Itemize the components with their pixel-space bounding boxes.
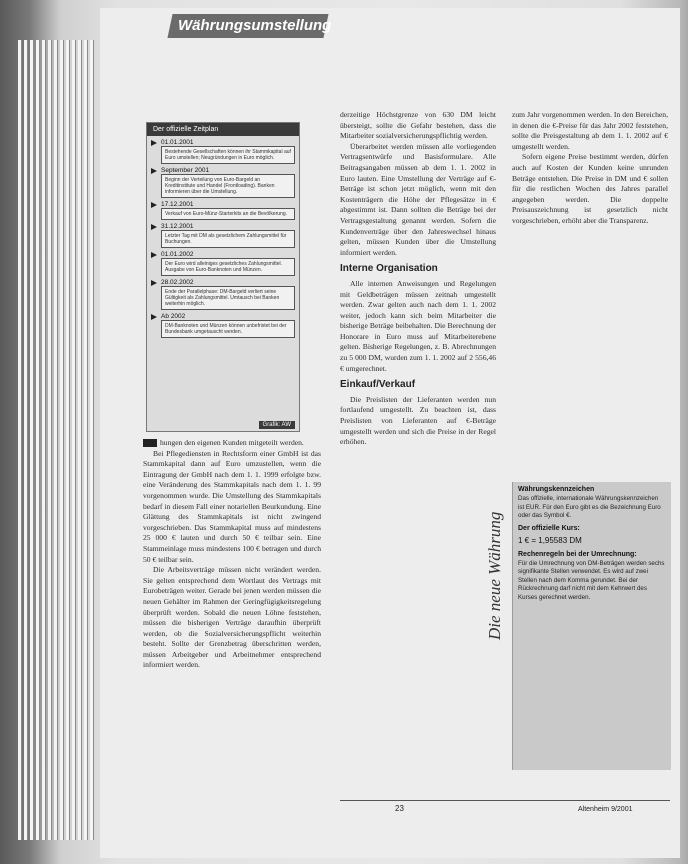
paragraph: Alle internen Anweisungen und Regelungen mit Geldbeträgen müssen zeitnah umgestellt werden. Zwar gelten auch nach dem 1. 1. 2002 weiter, jedoch kann sich beim Mitarbeiter die bisherige Beträge beibehalten. Die Berechnung der Honorare in Euro muss auf Mitarbeiterebene gelten. Bisherige Regelungen, z. B. Abrechnungen zu 5 000 DM, wurden zum 1. 1. 2002 auf 2 556,46 € umgerechnet. [340, 278, 496, 373]
footer-rule [340, 800, 670, 801]
section-title: Währungsumstellung [178, 17, 332, 34]
timeline-heading: Der offizielle Zeitplan [147, 123, 299, 136]
subheading: Einkauf/Verkauf [340, 379, 416, 391]
publication-name: Altenheim 9/2001 [578, 806, 633, 813]
timeline-text: Der Euro wird alleiniges gesetzliches Zahlungsmittel. Ausgabe von Euro-Banknoten und Münzen. [161, 258, 295, 276]
timeline-entry [151, 139, 295, 164]
timeline-entry [151, 201, 295, 220]
paragraph: Bei Pflegediensten in Rechtsform einer GmbH ist das Stammkapital dann auf Euro umzustellen, wenn die Eintragung der GmbH nach dem 1. 1. 1999 erfolgte bzw. eine Veränderung des Stammkapitals nach dem 1. 1. 99 vorgenommen wurde. Die Umstellung des Stammkapitals bedarf in diesem Fall einer notariellen Beurkundung. Eine Glättung des Stammkapitals ist nicht zwingend vorgeschrieben. Das Stammkapital muss auf mindestens 25 000 € lauten und durch 50 € teilbar sein. Eine Stammeinlage muss mindestens 100 € betragen und durch 50 € teilbar sein. [143, 448, 321, 564]
page-number: 23 [395, 804, 404, 813]
sidebox-text: Für die Umrechnung von DM-Beträgen werden sechs signifikante Stellen verwendet. Es wird auf zwei Stellen nach dem Komma gerundet. Bei der Rückrechnung darf nicht mit dem Kehrwert des Kurses gerechnet werden. [518, 559, 665, 601]
timeline-date: 28.02.2002 [151, 279, 295, 286]
timeline-text: Letzter Tag mit DM als gesetzlichem Zahlungsmittel für Buchungen. [161, 230, 295, 248]
timeline-text: Verkauf von Euro-Münz-Starterkits an die Bevölkerung. [161, 208, 295, 220]
paragraph: Sofern eigene Preise bestimmt werden, dürfen auch auf Kosten der Kunden keine unrunden Beträge entstehen. Die Preise in DM und € sollen für die restlichen Wochen des Jahres parallel angegeben werden. Die doppelte Preisauszeichnung ist gesetzlich nicht vorgeschrieben, erhöht aber die Transparenz. [512, 152, 668, 225]
timeline-entry [151, 279, 295, 310]
timeline-date: 01.01.2002 [151, 251, 295, 258]
exchange-rate: 1 € = 1,95583 DM [518, 535, 582, 545]
timeline-items [147, 139, 299, 338]
sidebox-title: Rechenregeln bei der Umrechnung: [518, 550, 637, 558]
column-right [512, 110, 668, 227]
timeline-footer: Grafik: AW [259, 421, 295, 429]
timeline-entry [151, 223, 295, 248]
paragraph: derzeitige Höchstgrenze von 630 DM leicht übersteigt, sollte die Gefahr bestehen, dass die Mitarbeiter sozialversicherungspflichtig werden. [340, 110, 496, 141]
paragraph: Die Arbeitsverträge müssen nicht verändert werden. Sie gelten entsprechend dem Wortlaut des Vertrags mit Eurobeträgen weiter. Gerade bei jenen werden müssen die neuen Gehälter im Rahmen der Geringfügigkeitsregelung überprüft werden. Sobald die neuen Löhne feststehen, müssen die bisherigen Verträge daraufhin überprüft werden, ob die Sozialversicherungspflicht weiterhin besteht. Sollte der Grenzbetrag überschritten werden, müssen Arbeitgeber und Arbeitnehmer entsprechend informiert werden. [143, 565, 321, 670]
timeline-box [146, 122, 300, 432]
timeline-date: 17.12.2001 [151, 201, 295, 208]
paragraph: Überarbeitet werden müssen alle vorliegenden Vertragsentwürfe und Basisformulare. Alle Beitragsangaben müssen ab dem 1. 1. 2002 in Euro lauten. Eine Umstellung der Verträge auf €-Beträge ist schon jetzt möglich, wenn mit den Kostenträgern die Höhe der Pflegesätze in € abgestimmt ist. Dann sollten die Beträge bei der Vertragsgestaltung genannt werden. Sofern die Kundenverträge über den Jahreswechsel hinaus gelten, müssen Kunden über die Umstellung informiert werden. [340, 141, 496, 257]
paragraph: zum Jahr vorgenommen werden. In den Bereichen, in denen die €-Preise für das Jahr 2002 feststehen, sollte die Preisgestaltung ab dem 1. 1. 2002 auf € umgestellt werden. [512, 110, 668, 151]
timeline-text: Ende der Parallelphase: DM-Bargeld verliert seine Gültigkeit als Zahlungsmittel. Umtausch bei Banken weiterhin möglich. [161, 286, 295, 310]
column-left [143, 438, 321, 671]
vertical-label: Die neue Währung [485, 511, 504, 640]
drop-marker [143, 439, 157, 447]
timeline-text: DM-Banknoten und Münzen können unbefristet bei der Bundesbank umgetauscht werden. [161, 320, 295, 338]
info-sidebox [512, 482, 671, 770]
timeline-text: Beginn der Verteilung von Euro-Bargeld an Kreditinstitute und Handel (Frontloading). Banken informieren über die Umstellung. [161, 174, 295, 198]
timeline-text: Bestehende Gesellschaften können ihr Stammkapital auf Euro umstellen; Neugründungen in Euro möglich. [161, 146, 295, 164]
sidebox-title: Der offizielle Kurs: [518, 524, 580, 532]
timeline-entry [151, 251, 295, 276]
timeline-date: Ab 2002 [151, 313, 295, 320]
sidebox-title: Währungskennzeichen [518, 486, 595, 493]
paragraph: hungen den eigenen Kunden mitgeteilt werden. [143, 438, 321, 449]
paragraph: Die Preislisten der Lieferanten werden nun fortlaufend umgestellt. Zu beachten ist, dass Preislisten von Lieferanten auf €-Beträge umgestellt werden und sich die Preise in der Regel erhöhen. [340, 394, 496, 447]
timeline-date: 31.12.2001 [151, 223, 295, 230]
column-middle [340, 110, 496, 448]
timeline-date: 01.01.2001 [151, 139, 295, 146]
subheading: Interne Organisation [340, 263, 438, 275]
timeline-entry [151, 313, 295, 338]
timeline-entry [151, 167, 295, 198]
timeline-date: September 2001 [151, 167, 295, 174]
sidebox-text: Das offizielle, internationale Währungskennzeichen ist EUR. Für den Euro gibt es die Bezeichnung Euro oder das Symbol €. [518, 495, 661, 519]
